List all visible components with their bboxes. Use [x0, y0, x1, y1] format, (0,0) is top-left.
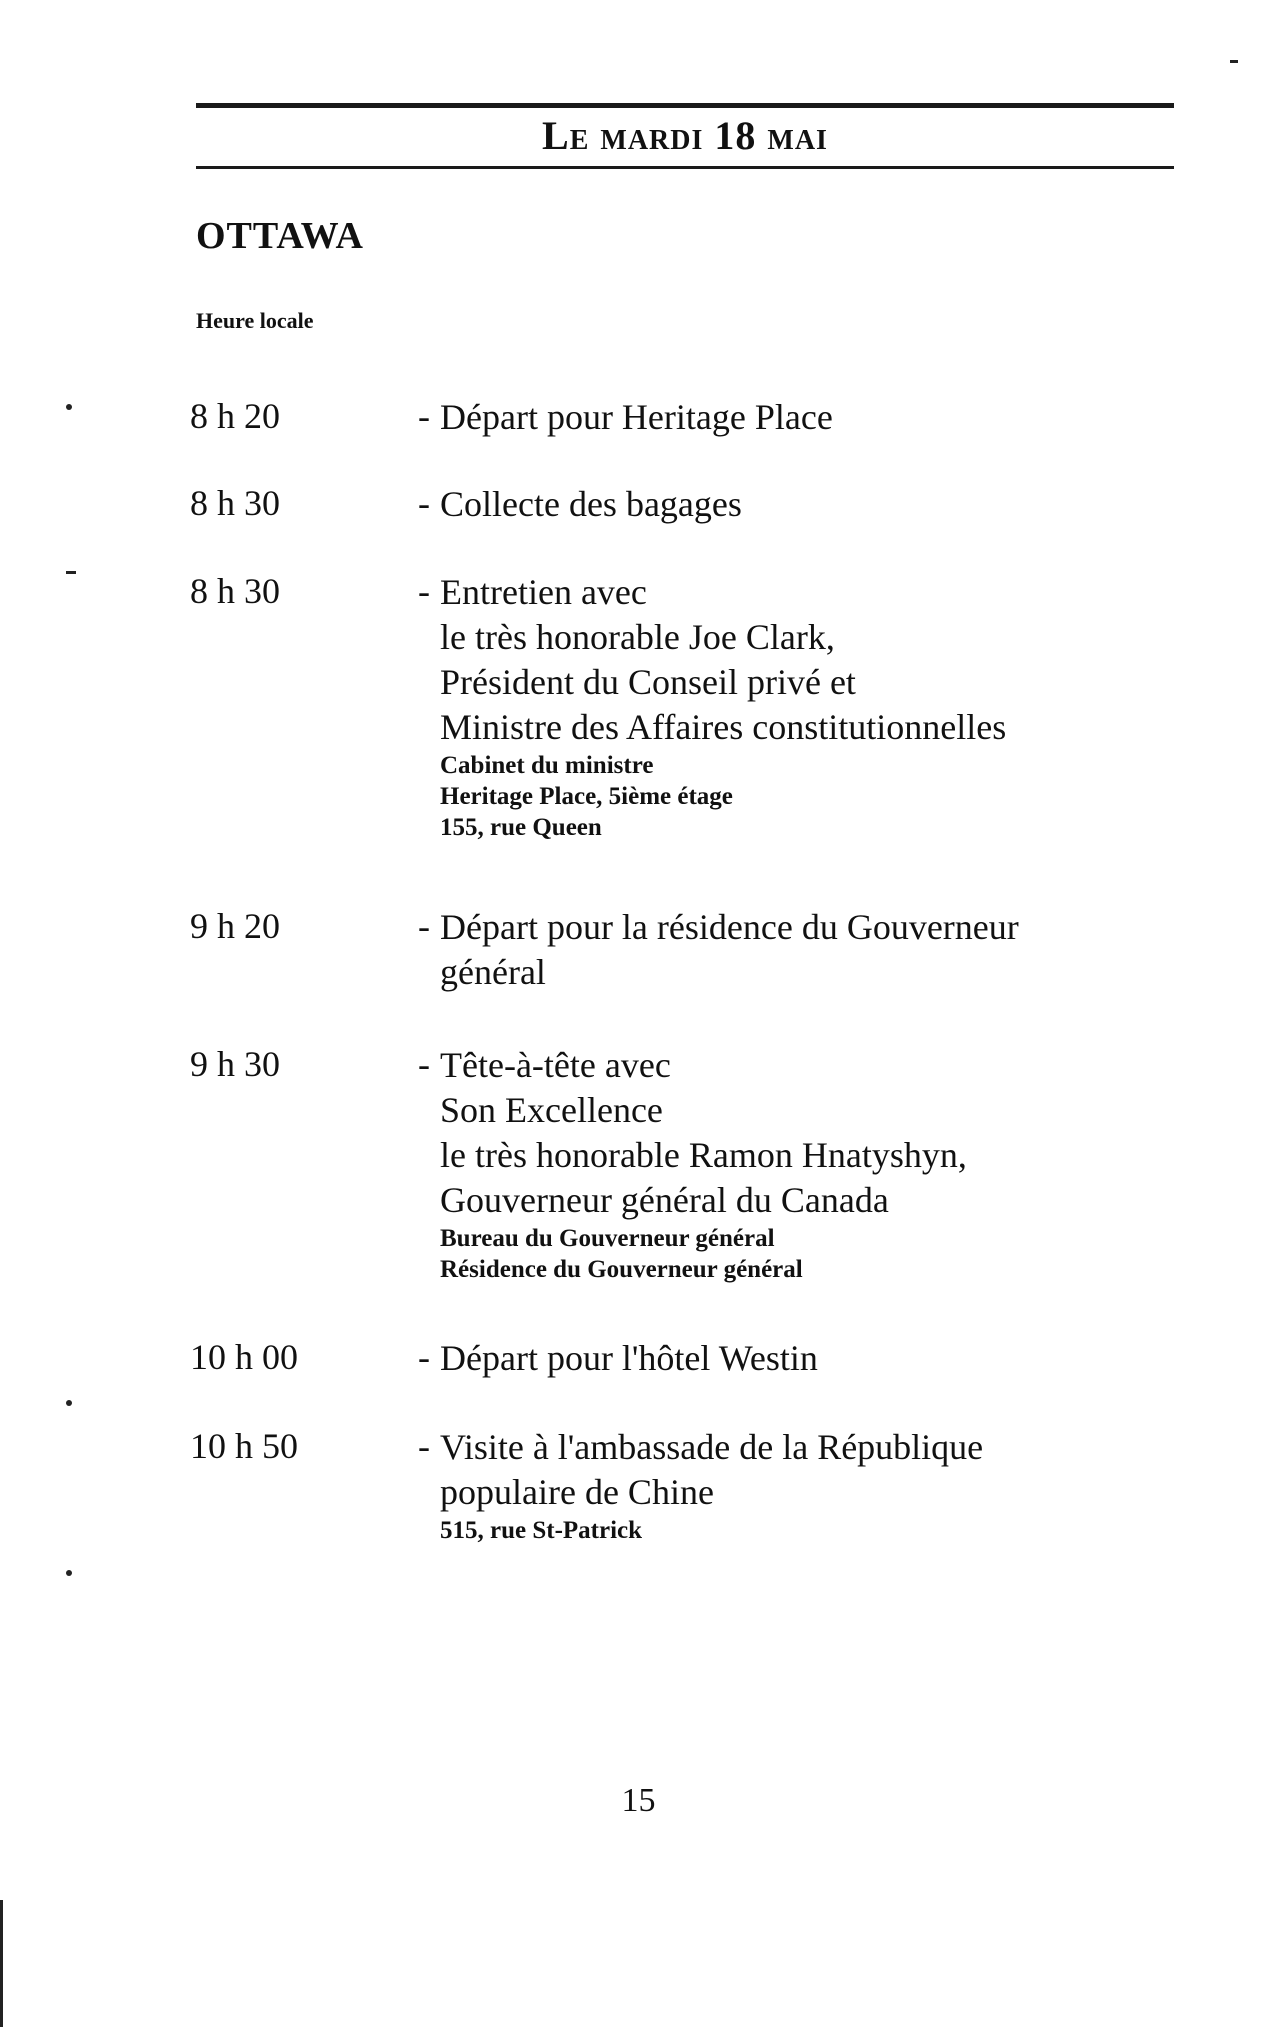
entry-location: Résidence du Gouverneur général — [440, 1256, 803, 1283]
entry-time: 10 h 00 — [190, 1337, 298, 1377]
entry-dash: - — [418, 1426, 430, 1466]
entry-line: général — [440, 952, 546, 992]
entry-description — [440, 1043, 1160, 1285]
page-number: 15 — [621, 1782, 656, 1819]
entry-location: Cabinet du ministre — [440, 752, 654, 779]
entry-line: Départ pour Heritage Place — [440, 397, 833, 437]
entry-description — [440, 1336, 1160, 1381]
entry-line: Son Excellence — [440, 1090, 663, 1130]
scan-edge-bar — [0, 1900, 3, 2027]
entry-dash: - — [418, 906, 430, 946]
entry-line: le très honorable Joe Clark, — [440, 617, 835, 657]
entry-time: 9 h 20 — [190, 906, 280, 946]
scan-speck — [66, 404, 72, 410]
scan-speck — [66, 1400, 72, 1406]
entry-line: Entretien avec — [440, 572, 647, 612]
entry-line: Départ pour l'hôtel Westin — [440, 1338, 818, 1378]
scan-speck — [66, 571, 76, 574]
entry-dash: - — [418, 483, 430, 523]
entry-time: 8 h 30 — [190, 571, 280, 611]
entry-time: 8 h 20 — [190, 396, 280, 436]
entry-time: 10 h 50 — [190, 1426, 298, 1466]
scan-speck — [66, 1570, 72, 1576]
entry-line: populaire de Chine — [440, 1472, 714, 1512]
entry-line: Tête-à-tête avec — [440, 1045, 671, 1085]
page-header-title: Le mardi 18 mai — [542, 113, 828, 158]
entry-dash: - — [418, 1044, 430, 1084]
entry-description — [440, 570, 1160, 843]
entry-dash: - — [418, 571, 430, 611]
entry-description — [440, 905, 1160, 995]
entry-line: Ministre des Affaires constitutionnelles — [440, 707, 1007, 747]
entry-time: 9 h 30 — [190, 1044, 280, 1084]
timezone-label: Heure locale — [196, 308, 314, 333]
entry-description — [440, 1425, 1160, 1546]
entry-dash: - — [418, 396, 430, 436]
header-top-rule — [196, 103, 1174, 108]
city-heading: OTTAWA — [196, 215, 364, 257]
entry-dash: - — [418, 1337, 430, 1377]
entry-location: Heritage Place, 5ième étage — [440, 783, 733, 810]
entry-line: Départ pour la résidence du Gouverneur — [440, 907, 1019, 947]
entry-line: le très honorable Ramon Hnatyshyn, — [440, 1135, 967, 1175]
entry-line: Collecte des bagages — [440, 484, 742, 524]
entry-location: Bureau du Gouverneur général — [440, 1225, 775, 1252]
entry-description — [440, 395, 1160, 440]
entry-location: 155, rue Queen — [440, 814, 602, 841]
entry-description — [440, 482, 1160, 527]
header-bottom-rule — [196, 166, 1174, 169]
entry-location: 515, rue St-Patrick — [440, 1517, 643, 1544]
entry-line: Visite à l'ambassade de la République — [440, 1427, 984, 1467]
entry-line: Gouverneur général du Canada — [440, 1180, 889, 1220]
entry-time: 8 h 30 — [190, 483, 280, 523]
scan-speck — [1230, 60, 1238, 63]
entry-line: Président du Conseil privé et — [440, 662, 856, 702]
